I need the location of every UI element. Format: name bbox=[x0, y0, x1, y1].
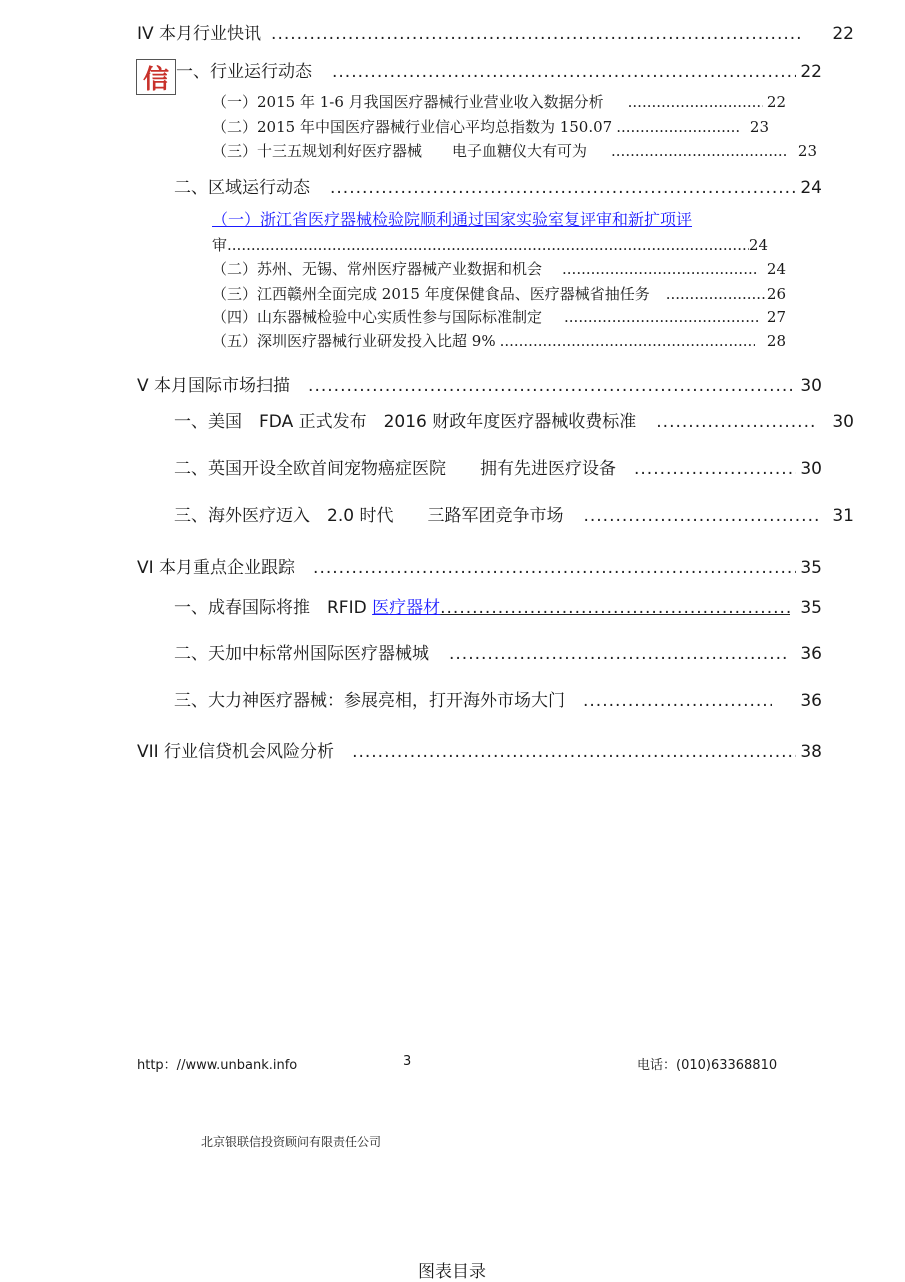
toc-page-number: 31 bbox=[832, 506, 854, 526]
toc-leader-dots bbox=[332, 62, 796, 82]
toc-entry-five-year-plan[interactable] bbox=[212, 140, 817, 161]
company-logo bbox=[136, 59, 176, 95]
footer-phone: 电话：(010)63368810 bbox=[637, 1058, 778, 1073]
toc-leader-dots[interactable] bbox=[440, 598, 790, 618]
toc-leader-dots bbox=[634, 459, 796, 479]
toc-leader-dots bbox=[449, 644, 788, 664]
toc-page-number: 23 bbox=[749, 118, 769, 136]
toc-entry-rfid[interactable] bbox=[174, 593, 822, 618]
toc-entry-label: 二、天加中标常州国际医疗器械城 bbox=[174, 644, 429, 664]
toc-leader-dots bbox=[271, 24, 802, 44]
toc-page-number: 24 bbox=[800, 178, 822, 198]
toc-entry-fda-fees[interactable] bbox=[174, 407, 854, 432]
toc-entry-label: VII 行业信贷机会风险分析 bbox=[137, 742, 335, 762]
toc-page-number: 30 bbox=[800, 459, 822, 479]
toc-page-number: 22 bbox=[766, 93, 786, 111]
toc-page-number: 35 bbox=[800, 598, 822, 618]
toc-page-number: 30 bbox=[832, 412, 854, 432]
toc-page-number: 36 bbox=[800, 691, 822, 711]
toc-leader-dots bbox=[330, 178, 796, 198]
toc-leader-dots bbox=[616, 118, 740, 136]
toc-entry-label-prefix: 一、成春国际将推 RFID bbox=[174, 598, 373, 618]
toc-entry-label: （三）江西赣州全面完成 2015 年度保健食品、医疗器械省抽任务 bbox=[212, 285, 650, 303]
toc-entry-label: 一、美国 FDA 正式发布 2016 财政年度医疗器械收费标准 bbox=[174, 412, 637, 432]
toc-leader-dots bbox=[583, 691, 772, 711]
toc-leader-dots bbox=[562, 260, 759, 278]
toc-entry-confidence-index[interactable] bbox=[212, 116, 769, 137]
toc-entry-zhejiang-line1[interactable]: （一）浙江省医疗器械检验院顺利通过国家实验室复评审和新扩项评 bbox=[212, 210, 693, 229]
toc-page-number: 22 bbox=[832, 24, 854, 44]
toc-page-number: 24 bbox=[766, 260, 786, 278]
toc-page-number: 38 bbox=[800, 742, 822, 762]
footer-website[interactable]: http：//www.unbank.info bbox=[137, 1058, 298, 1073]
toc-leader-dots bbox=[666, 285, 767, 303]
toc-entry-label: 审 bbox=[212, 236, 228, 254]
next-section-heading: 图表目录 bbox=[418, 1262, 486, 1282]
toc-page-number: 35 bbox=[800, 558, 822, 578]
toc-leader-dots bbox=[352, 742, 796, 762]
footer-company: 北京银联信投资顾问有限责任公司 bbox=[201, 1135, 382, 1149]
toc-entry-section-6[interactable] bbox=[137, 553, 822, 578]
toc-leader-dots bbox=[308, 376, 796, 396]
toc-leader-dots bbox=[611, 142, 788, 160]
toc-leader-dots bbox=[628, 93, 763, 111]
toc-entry-label: （三）十三五规划利好医疗器械 电子血糖仪大有可为 bbox=[212, 142, 588, 160]
toc-entry-shenzhen-rd[interactable] bbox=[212, 330, 786, 351]
toc-entry-ganzhou-sampling[interactable] bbox=[212, 283, 786, 304]
toc-entry-uk-pet-hospital[interactable] bbox=[174, 454, 822, 479]
toc-entry-label: 一、行业运行动态 bbox=[176, 62, 312, 82]
toc-leader-dots bbox=[583, 506, 820, 526]
toc-leader-dots bbox=[227, 236, 749, 254]
toc-entry-label: （五）深圳医疗器械行业研发投入比超 9% bbox=[212, 332, 496, 350]
toc-entry-revenue-analysis[interactable] bbox=[212, 91, 786, 112]
toc-page-number: 23 bbox=[797, 142, 817, 160]
toc-entry-section-7[interactable] bbox=[137, 737, 822, 762]
toc-entry-shandong-standards[interactable] bbox=[212, 306, 786, 327]
toc-entry-label: IV 本月行业快讯 bbox=[137, 24, 262, 44]
toc-entry-zhejiang-line2[interactable] bbox=[212, 234, 768, 255]
toc-entry-label: 二、区域运行动态 bbox=[174, 178, 310, 198]
toc-entry-overseas-medical[interactable] bbox=[174, 501, 854, 526]
toc-page-number: 22 bbox=[800, 62, 822, 82]
toc-entry-industry-dynamics[interactable] bbox=[176, 57, 822, 82]
toc-entry-suzhou-data[interactable] bbox=[212, 258, 786, 279]
toc-page-number: 26 bbox=[766, 285, 786, 303]
toc-page-number: 30 bbox=[800, 376, 822, 396]
toc-leader-dots bbox=[313, 558, 796, 578]
toc-entry-regional-dynamics[interactable] bbox=[174, 173, 822, 198]
toc-entry-label bbox=[174, 593, 440, 618]
toc-entry-label: （四）山东器械检验中心实质性参与国际标准制定 bbox=[212, 308, 543, 326]
toc-entry-section-5[interactable] bbox=[137, 371, 822, 396]
toc-entry-label: （一）2015 年 1-6 月我国医疗器械行业营业收入数据分析 bbox=[212, 93, 604, 111]
toc-entry-label: （二）2015 年中国医疗器械行业信心平均总指数为 150.07 bbox=[212, 118, 613, 136]
footer-page-number: 3 bbox=[403, 1054, 412, 1069]
toc-leader-dots bbox=[656, 412, 816, 432]
toc-page-number: 28 bbox=[766, 332, 786, 350]
toc-entry-tianjia[interactable] bbox=[174, 639, 822, 664]
toc-page-number: 24 bbox=[748, 236, 768, 254]
toc-entry-link[interactable]: 医疗器材 bbox=[372, 598, 441, 618]
toc-entry-label: V 本月国际市场扫描 bbox=[137, 376, 291, 396]
toc-leader-dots bbox=[564, 308, 759, 326]
toc-entry-label: 三、海外医疗迈入 2.0 时代 三路军团竞争市场 bbox=[174, 506, 564, 526]
toc-entry-label: 三、大力神医疗器械：参展亮相，打开海外市场大门 bbox=[174, 691, 565, 711]
toc-entry-label: 二、英国开设全欧首间宠物癌症医院 拥有先进医疗设备 bbox=[174, 459, 616, 479]
logo-mark: 信 bbox=[142, 64, 169, 95]
toc-entry-label: （二）苏州、无锡、常州医疗器械产业数据和机会 bbox=[212, 260, 543, 278]
toc-page-number: 27 bbox=[766, 308, 786, 326]
toc-leader-dots bbox=[500, 332, 755, 350]
toc-entry-hercules[interactable] bbox=[174, 686, 822, 711]
toc-page-number: 36 bbox=[800, 644, 822, 664]
toc-entry-section-4[interactable] bbox=[137, 19, 854, 44]
toc-entry-label: VI 本月重点企业跟踪 bbox=[137, 558, 296, 578]
